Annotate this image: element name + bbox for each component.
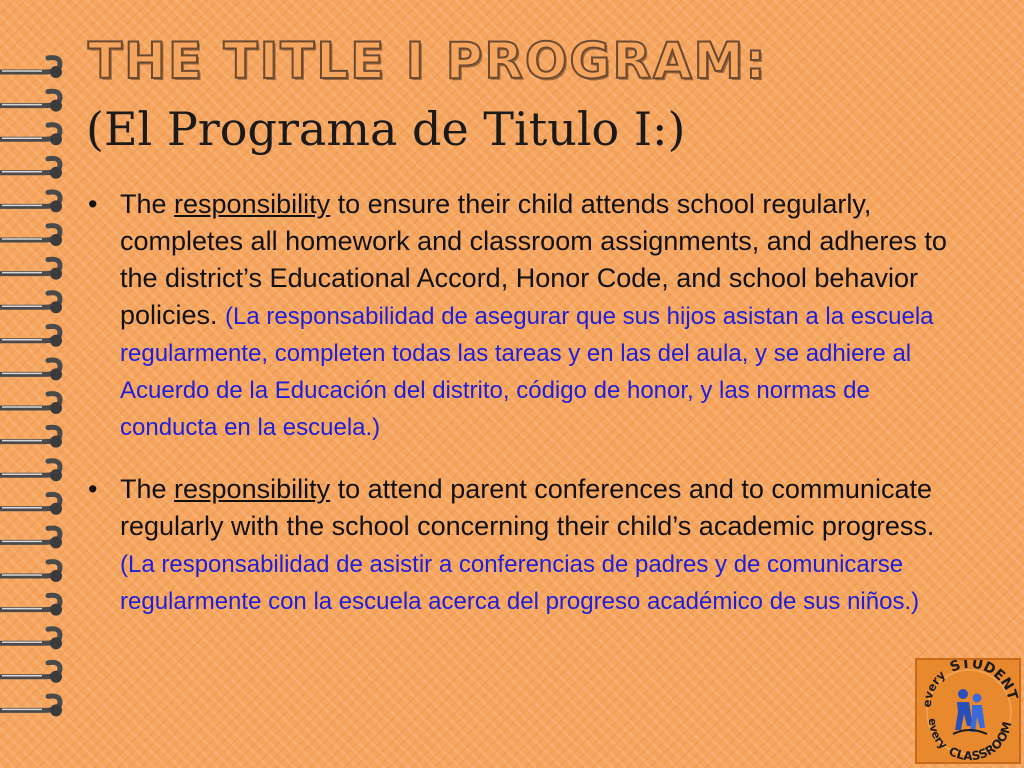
bullet-text-underlined: responsibility [174,474,331,504]
bullet-list [86,186,966,619]
spiral-ring [0,662,62,682]
logo-artwork [917,660,1019,762]
spiral-ring [0,427,62,447]
students-figure-icon [953,689,987,734]
spiral-ring [0,394,62,414]
logo-text-student: STUDENT [947,660,1019,702]
logo-text-classroom: CLASSROOM [946,720,1015,762]
bullet-text-spanish: (La responsabilidad de asistir a conferencias de padres y de comunicarse regularmente con la escuela acerca del progreso académico de sus niños.) [120,551,920,615]
logo-text-every-1: every [919,667,949,708]
bullet-text-pre: The [120,189,175,219]
bullet-marker: • [88,474,98,504]
spiral-ring [0,360,62,380]
spiral-ring [0,293,62,313]
bullet-marker: • [88,189,98,219]
every-student-every-classroom-logo [915,658,1021,764]
notebook-spiral-ring-icon [0,58,62,717]
spiral-ring [0,226,62,246]
bullet-text-post: to ensure their child attends school regularly, completes all homework and classroom assignments, and adheres to the district’s Educational Accord, Honor Code, and school behavior policies. [120,189,947,330]
spiral-ring [0,461,62,481]
spiral-ring [0,259,62,279]
spiral-ring [0,58,62,78]
logo-text-every-2: every [925,717,950,752]
svg-text:every STUDENT [920,660,1019,708]
slide-title: THE TITLE I PROGRAM: [88,32,768,90]
bullet-item-attendance [86,186,966,445]
spiral-ring [0,528,62,548]
spiral-ring [0,629,62,649]
spiral-ring [0,696,62,716]
spiral-ring [0,91,62,111]
spiral-ring [0,595,62,615]
bullet-text-spanish: (La responsabilidad de asegurar que sus hijos asistan a la escuela regularmente, completen todas las tareas y en las del aula, y se adhiere al Acuerdo de la Educación del distrito, código de honor, y las normas de conducta en la escuela.) [120,303,934,441]
notebook-spiral-binding [0,0,80,768]
bullet-text-underlined: responsibility [174,189,331,219]
bullet-text-post: to attend parent conferences and to communicate regularly with the school concerning their child’s academic progress. [120,474,935,541]
bullet-item-conferences [86,471,966,619]
spiral-ring [0,326,62,346]
spiral-ring [0,158,62,178]
bullet-text-pre: The [120,474,175,504]
spiral-ring [0,192,62,212]
spiral-ring [0,494,62,514]
slide-subtitle: (El Programa de Titulo I:) [86,102,686,156]
spiral-ring [0,125,62,145]
spiral-ring [0,562,62,582]
